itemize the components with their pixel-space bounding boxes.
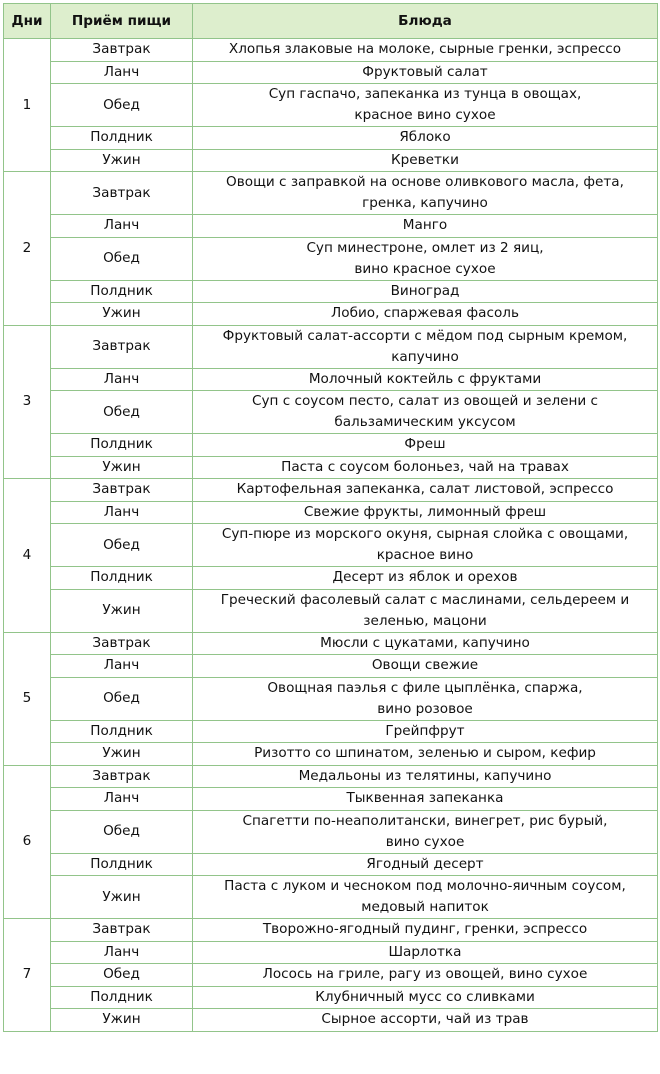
dish-cell: Шарлотка bbox=[193, 941, 658, 964]
header-day: Дни bbox=[4, 4, 51, 39]
table-row bbox=[4, 479, 658, 502]
dish-cell: Мюсли с цукатами, капучино bbox=[193, 632, 658, 655]
table-row bbox=[4, 941, 658, 964]
table-row bbox=[4, 677, 658, 720]
table-row bbox=[4, 810, 658, 853]
meal-cell: Ланч bbox=[51, 215, 193, 238]
table-row bbox=[4, 743, 658, 766]
day-number-cell: 1 bbox=[4, 39, 51, 172]
table-row bbox=[4, 788, 658, 811]
meal-cell: Обед bbox=[51, 84, 193, 127]
meal-cell: Завтрак bbox=[51, 39, 193, 62]
table-row bbox=[4, 876, 658, 919]
table-row bbox=[4, 655, 658, 678]
meal-cell: Ужин bbox=[51, 456, 193, 479]
diet-menu-table bbox=[3, 3, 658, 1032]
dish-cell: Свежие фрукты, лимонный фреш bbox=[193, 501, 658, 524]
table-row bbox=[4, 237, 658, 280]
table-header-row bbox=[4, 4, 658, 39]
dish-cell: Овощная паэлья с филе цыплёнка, спаржа, вино розовое bbox=[193, 677, 658, 720]
table-row bbox=[4, 61, 658, 84]
header-dishes: Блюда bbox=[193, 4, 658, 39]
meal-cell: Завтрак bbox=[51, 325, 193, 368]
table-row bbox=[4, 589, 658, 632]
table-row bbox=[4, 986, 658, 1009]
dish-cell: Медальоны из телятины, капучино bbox=[193, 765, 658, 788]
meal-cell: Полдник bbox=[51, 280, 193, 303]
table-row bbox=[4, 368, 658, 391]
header-meal: Приём пищи bbox=[51, 4, 193, 39]
day-number-cell: 6 bbox=[4, 765, 51, 919]
dish-cell: Суп с соусом песто, салат из овощей и зелени с бальзамическим уксусом bbox=[193, 391, 658, 434]
meal-cell: Завтрак bbox=[51, 632, 193, 655]
meal-cell: Полдник bbox=[51, 986, 193, 1009]
meal-cell: Завтрак bbox=[51, 765, 193, 788]
meal-cell: Ужин bbox=[51, 303, 193, 326]
table-row bbox=[4, 765, 658, 788]
meal-cell: Полдник bbox=[51, 720, 193, 743]
table-row bbox=[4, 39, 658, 62]
meal-cell: Ланч bbox=[51, 368, 193, 391]
table-row bbox=[4, 325, 658, 368]
dish-cell: Яблоко bbox=[193, 127, 658, 150]
table-row bbox=[4, 853, 658, 876]
dish-cell: Клубничный мусс со сливками bbox=[193, 986, 658, 1009]
table-row bbox=[4, 172, 658, 215]
meal-cell: Ланч bbox=[51, 501, 193, 524]
dish-cell: Греческий фасолевый салат с маслинами, сельдереем и зеленью, мацони bbox=[193, 589, 658, 632]
meal-cell: Ланч bbox=[51, 61, 193, 84]
dish-cell: Творожно-ягодный пудинг, гренки, эспрессо bbox=[193, 919, 658, 942]
table-row bbox=[4, 567, 658, 590]
table-row bbox=[4, 1009, 658, 1032]
meal-cell: Ужин bbox=[51, 876, 193, 919]
meal-cell: Ланч bbox=[51, 941, 193, 964]
dish-cell: Паста с луком и чесноком под молочно-яичным соусом, медовый напиток bbox=[193, 876, 658, 919]
meal-cell: Завтрак bbox=[51, 172, 193, 215]
day-number-cell: 4 bbox=[4, 479, 51, 633]
table-row bbox=[4, 501, 658, 524]
table-row bbox=[4, 524, 658, 567]
dish-cell: Ягодный десерт bbox=[193, 853, 658, 876]
day-number-cell: 5 bbox=[4, 632, 51, 765]
meal-cell: Ужин bbox=[51, 149, 193, 172]
meal-cell: Завтрак bbox=[51, 919, 193, 942]
table-row bbox=[4, 149, 658, 172]
dish-cell: Лосось на гриле, рагу из овощей, вино сухое bbox=[193, 964, 658, 987]
table-row bbox=[4, 280, 658, 303]
dish-cell: Спагетти по-неаполитански, винегрет, рис бурый, вино сухое bbox=[193, 810, 658, 853]
table-row bbox=[4, 632, 658, 655]
meal-cell: Ужин bbox=[51, 743, 193, 766]
dish-cell: Суп-пюре из морского окуня, сырная слойка с овощами, красное вино bbox=[193, 524, 658, 567]
dish-cell: Овощи с заправкой на основе оливкового масла, фета, гренка, капучино bbox=[193, 172, 658, 215]
meal-cell: Обед bbox=[51, 677, 193, 720]
table-row bbox=[4, 303, 658, 326]
table-row bbox=[4, 720, 658, 743]
dish-cell: Фруктовый салат-ассорти с мёдом под сырным кремом, капучино bbox=[193, 325, 658, 368]
meal-cell: Полдник bbox=[51, 853, 193, 876]
meal-cell: Обед bbox=[51, 964, 193, 987]
dish-cell: Лобио, спаржевая фасоль bbox=[193, 303, 658, 326]
dish-cell: Грейпфрут bbox=[193, 720, 658, 743]
meal-cell: Ланч bbox=[51, 655, 193, 678]
dish-cell: Десерт из яблок и орехов bbox=[193, 567, 658, 590]
dish-cell: Хлопья злаковые на молоке, сырные гренки, эспрессо bbox=[193, 39, 658, 62]
table-row bbox=[4, 919, 658, 942]
dish-cell: Сырное ассорти, чай из трав bbox=[193, 1009, 658, 1032]
meal-cell: Полдник bbox=[51, 567, 193, 590]
meal-cell: Полдник bbox=[51, 434, 193, 457]
table-row bbox=[4, 391, 658, 434]
dish-cell: Ризотто со шпинатом, зеленью и сыром, кефир bbox=[193, 743, 658, 766]
meal-cell: Полдник bbox=[51, 127, 193, 150]
dish-cell: Фреш bbox=[193, 434, 658, 457]
meal-cell: Ужин bbox=[51, 1009, 193, 1032]
table-row bbox=[4, 964, 658, 987]
dish-cell: Виноград bbox=[193, 280, 658, 303]
table-row bbox=[4, 84, 658, 127]
table-row bbox=[4, 215, 658, 238]
day-number-cell: 2 bbox=[4, 172, 51, 326]
dish-cell: Манго bbox=[193, 215, 658, 238]
meal-cell: Завтрак bbox=[51, 479, 193, 502]
dish-cell: Молочный коктейль с фруктами bbox=[193, 368, 658, 391]
day-number-cell: 7 bbox=[4, 919, 51, 1032]
table-row bbox=[4, 127, 658, 150]
meal-cell: Обед bbox=[51, 524, 193, 567]
meal-cell: Обед bbox=[51, 237, 193, 280]
dish-cell: Тыквенная запеканка bbox=[193, 788, 658, 811]
meal-cell: Ужин bbox=[51, 589, 193, 632]
table-row bbox=[4, 434, 658, 457]
dish-cell: Креветки bbox=[193, 149, 658, 172]
dish-cell: Паста с соусом болоньез, чай на травах bbox=[193, 456, 658, 479]
dish-cell: Картофельная запеканка, салат листовой, эспрессо bbox=[193, 479, 658, 502]
meal-cell: Обед bbox=[51, 391, 193, 434]
table-body bbox=[4, 39, 658, 1032]
table-row bbox=[4, 456, 658, 479]
dish-cell: Фруктовый салат bbox=[193, 61, 658, 84]
dish-cell: Овощи свежие bbox=[193, 655, 658, 678]
dish-cell: Суп минестроне, омлет из 2 яиц, вино красное сухое bbox=[193, 237, 658, 280]
dish-cell: Суп гаспачо, запеканка из тунца в овощах, красное вино сухое bbox=[193, 84, 658, 127]
meal-cell: Обед bbox=[51, 810, 193, 853]
meal-cell: Ланч bbox=[51, 788, 193, 811]
day-number-cell: 3 bbox=[4, 325, 51, 479]
